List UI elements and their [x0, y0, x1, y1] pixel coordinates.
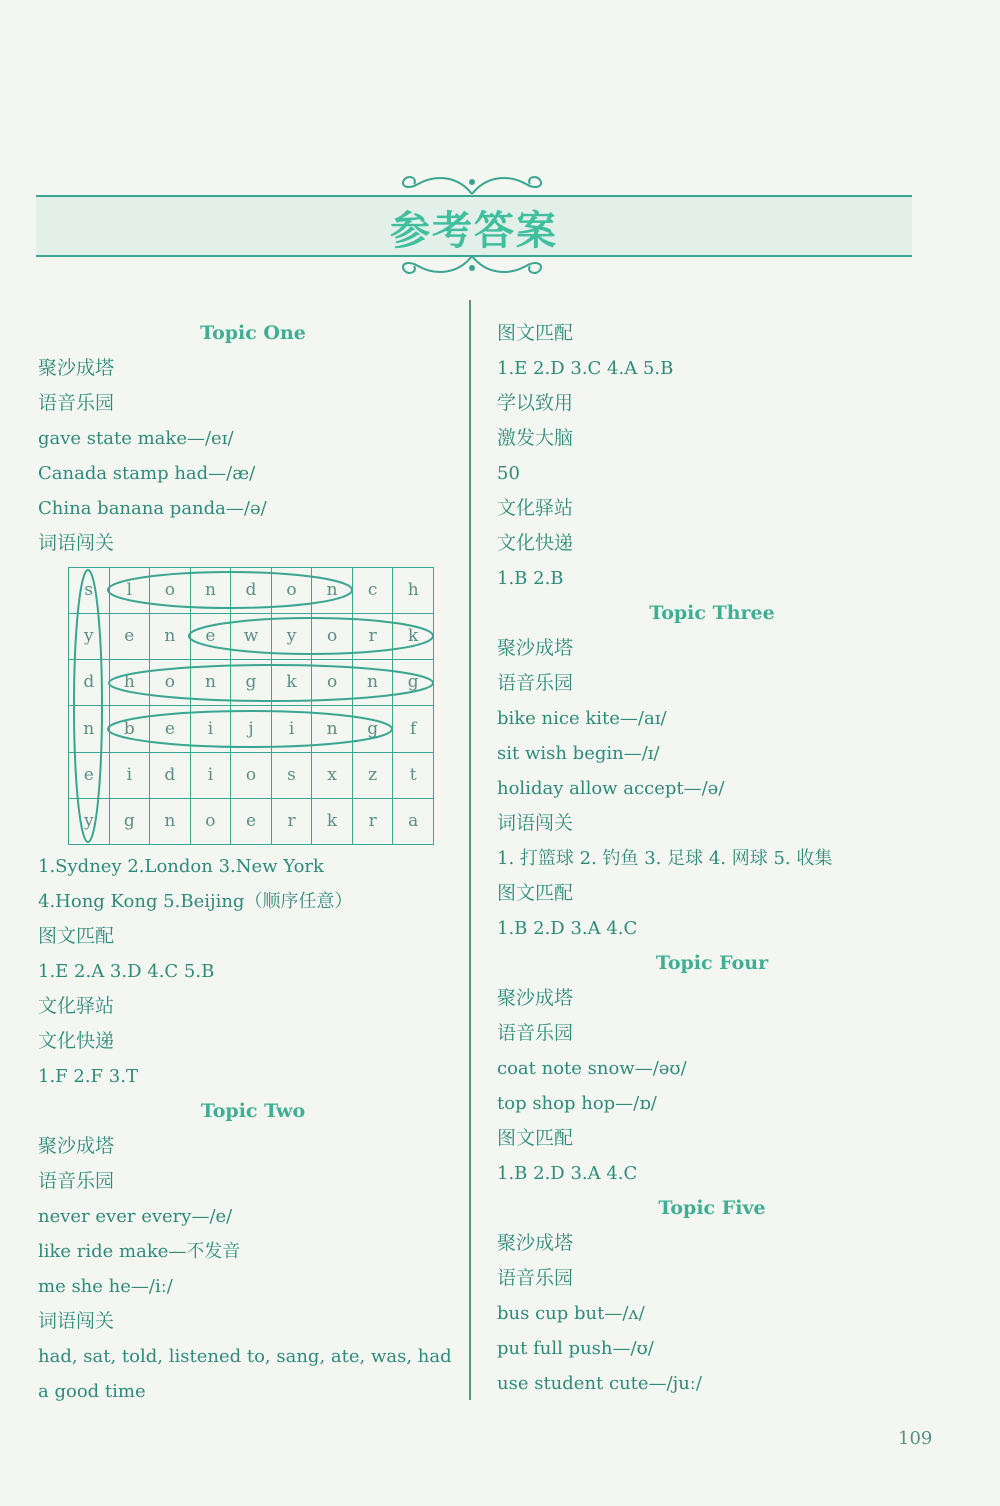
grid-cell: n [312, 706, 353, 752]
grid-cell: n [190, 660, 231, 706]
grid-cell: o [231, 752, 272, 798]
section-heading: 文化驿站 [497, 497, 574, 519]
phonics-answer: Canada stamp had—/æ/ [38, 463, 256, 484]
section-heading: 词语闯关 [38, 532, 115, 554]
right-column [497, 316, 927, 1401]
grid-cell: d [150, 752, 191, 798]
section-heading: 语音乐园 [497, 1022, 574, 1044]
grid-cell: i [109, 752, 150, 798]
section-heading: 语音乐园 [497, 672, 574, 694]
grid-cell: l [109, 568, 150, 614]
phonics-answer: China banana panda—/ə/ [38, 498, 267, 519]
section-heading: 词语闯关 [497, 812, 574, 834]
grid-cell: e [69, 752, 110, 798]
phonics-answer: like ride make—不发音 [38, 1241, 241, 1262]
grid-row [69, 752, 434, 798]
grid-cell: g [352, 706, 393, 752]
word-search-table [68, 567, 434, 845]
grid-cell: z [352, 752, 393, 798]
match-answer: 1.E 2.D 3.C 4.A 5.B [497, 358, 674, 379]
phonics-answer: bike nice kite—/aɪ/ [497, 708, 667, 729]
grid-cell: e [150, 706, 191, 752]
topic-heading: Topic Three [649, 602, 775, 624]
grid-cell: e [231, 798, 272, 844]
grid-cell: t [393, 752, 434, 798]
grid-cell: r [352, 614, 393, 660]
section-heading: 聚沙成塔 [38, 357, 115, 379]
topic-heading: Topic Two [200, 1100, 306, 1122]
grid-cell: i [190, 752, 231, 798]
section-heading: 文化驿站 [38, 995, 115, 1017]
grid-cell: j [231, 706, 272, 752]
grid-cell: o [150, 568, 191, 614]
grid-cell: h [109, 660, 150, 706]
grid-cell: a [393, 798, 434, 844]
grid-cell: k [393, 614, 434, 660]
grid-cell: y [69, 614, 110, 660]
phonics-answer: top shop hop—/ɒ/ [497, 1093, 657, 1114]
grid-cell: w [231, 614, 272, 660]
match-answer: 1.B 2.D 3.A 4.C [497, 1163, 638, 1184]
grid-cell: k [271, 660, 312, 706]
section-heading: 激发大脑 [497, 427, 574, 449]
grid-row [69, 798, 434, 844]
grid-cell: n [150, 614, 191, 660]
section-heading: 图文匹配 [497, 322, 574, 344]
word-answer: 1. 打篮球 2. 钓鱼 3. 足球 4. 网球 5. 收集 [497, 848, 833, 869]
word-answer: 4.Hong Kong 5.Beijing（顺序任意） [38, 891, 353, 912]
phonics-answer: never ever every—/e/ [38, 1206, 233, 1227]
grid-cell: o [312, 660, 353, 706]
grid-cell: d [69, 660, 110, 706]
word-answer: had, sat, told, listened to, sang, ate, was, had a good time [38, 1346, 452, 1402]
grid-cell: n [69, 706, 110, 752]
match-answer: 1.E 2.A 3.D 4.C 5.B [38, 961, 215, 982]
grid-cell: y [69, 798, 110, 844]
topic-heading: Topic One [200, 322, 306, 344]
grid-row [69, 706, 434, 752]
match-answer: 1.B 2.D 3.A 4.C [497, 918, 638, 939]
grid-cell: r [352, 798, 393, 844]
section-heading: 聚沙成塔 [497, 1232, 574, 1254]
grid-cell: y [271, 614, 312, 660]
grid-cell: x [312, 752, 353, 798]
phonics-answer: gave state make—/eɪ/ [38, 428, 234, 449]
grid-cell: g [109, 798, 150, 844]
bottom-scroll-ornament-icon [388, 252, 556, 278]
title-banner [36, 195, 912, 257]
word-search-grid [68, 567, 434, 845]
grid-row [69, 660, 434, 706]
grid-cell: g [231, 660, 272, 706]
section-heading: 图文匹配 [38, 925, 115, 947]
brain-answer: 50 [497, 463, 520, 484]
phonics-answer: bus cup but—/ʌ/ [497, 1303, 645, 1324]
phonics-answer: put full push—/ʊ/ [497, 1338, 654, 1359]
column-divider [469, 300, 471, 1400]
grid-cell: n [150, 798, 191, 844]
section-heading: 语音乐园 [497, 1267, 574, 1289]
grid-cell: n [312, 568, 353, 614]
grid-cell: o [150, 660, 191, 706]
word-answer: 1.Sydney 2.London 3.New York [38, 856, 324, 877]
section-heading: 图文匹配 [497, 882, 574, 904]
grid-cell: e [190, 614, 231, 660]
phonics-answer: coat note snow—/əʊ/ [497, 1058, 687, 1079]
grid-cell: i [271, 706, 312, 752]
grid-cell: n [190, 568, 231, 614]
page-number: 109 [898, 1428, 933, 1449]
section-heading: 聚沙成塔 [38, 1135, 115, 1157]
section-heading: 学以致用 [497, 392, 574, 414]
section-heading: 聚沙成塔 [497, 987, 574, 1009]
phonics-answer: holiday allow accept—/ə/ [497, 778, 725, 799]
section-heading: 图文匹配 [497, 1127, 574, 1149]
grid-cell: s [69, 568, 110, 614]
grid-cell: d [231, 568, 272, 614]
topic-heading: Topic Four [655, 952, 769, 974]
grid-row [69, 568, 434, 614]
grid-cell: c [352, 568, 393, 614]
grid-cell: o [190, 798, 231, 844]
grid-cell: f [393, 706, 434, 752]
grid-cell: k [312, 798, 353, 844]
grid-cell: i [190, 706, 231, 752]
grid-cell: g [393, 660, 434, 706]
grid-cell: e [109, 614, 150, 660]
grid-cell: h [393, 568, 434, 614]
grid-cell: o [271, 568, 312, 614]
section-heading: 文化快递 [497, 532, 574, 554]
culture-answer: 1.F 2.F 3.T [38, 1066, 138, 1087]
grid-cell: s [271, 752, 312, 798]
phonics-answer: sit wish begin—/ɪ/ [497, 743, 660, 764]
grid-row [69, 614, 434, 660]
grid-cell: o [312, 614, 353, 660]
phonics-answer: me she he—/iː/ [38, 1276, 173, 1297]
grid-cell: b [109, 706, 150, 752]
section-heading: 文化快递 [38, 1030, 115, 1052]
phonics-answer: use student cute—/juː/ [497, 1373, 702, 1394]
section-heading: 语音乐园 [38, 392, 115, 414]
grid-cell: r [271, 798, 312, 844]
page-title: 参考答案 [390, 207, 558, 254]
section-heading: 词语闯关 [38, 1310, 115, 1332]
section-heading: 语音乐园 [38, 1170, 115, 1192]
culture-answer: 1.B 2.B [497, 568, 564, 589]
topic-heading: Topic Five [658, 1197, 766, 1219]
section-heading: 聚沙成塔 [497, 637, 574, 659]
grid-cell: n [352, 660, 393, 706]
left-column [38, 316, 468, 1409]
